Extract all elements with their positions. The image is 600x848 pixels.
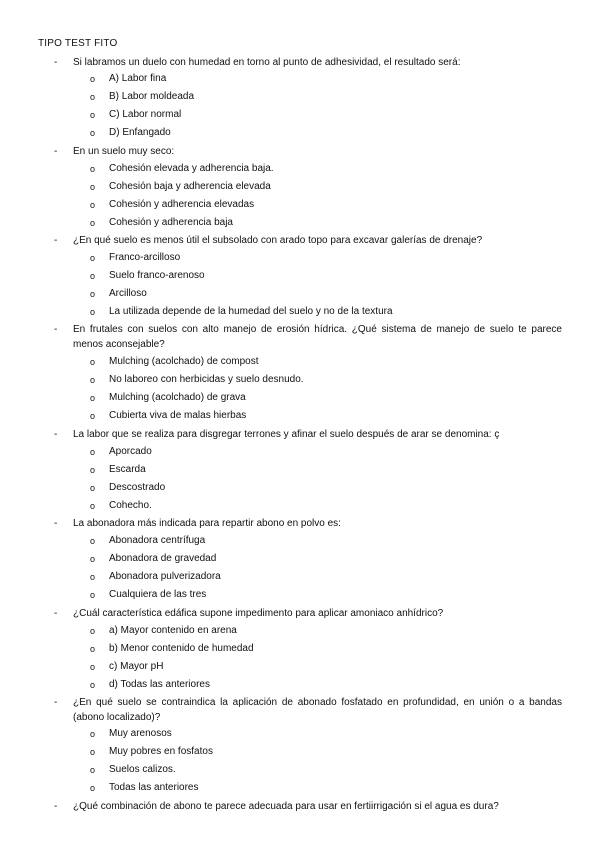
option-text: La utilizada depende de la humedad del suelo y no de la textura (109, 306, 393, 317)
bullet-marker: o (90, 164, 96, 174)
option-text: No laboreo con herbicidas y suelo desnudo. (109, 374, 304, 385)
bullet-marker: o (90, 218, 96, 228)
option-text: Mulching (acolchado) de compost (109, 356, 259, 367)
option-text: Cohecho. (109, 500, 152, 511)
bullet-marker: o (90, 411, 96, 421)
bullet-marker: o (90, 501, 96, 511)
dash-marker: - (54, 146, 58, 157)
bullet-marker: o (90, 289, 96, 299)
bullet-marker: o (90, 644, 96, 654)
bullet-marker: o (90, 393, 96, 403)
option-text: Cohesión baja y adherencia elevada (109, 181, 271, 192)
bullet-marker: o (90, 729, 96, 739)
option-text: d) Todas las anteriores (109, 679, 210, 690)
option-text: Cualquiera de las tres (109, 589, 207, 600)
option-text: Abonadora centrífuga (109, 535, 206, 546)
bullet-marker: o (90, 200, 96, 210)
option-text: Suelos calizos. (109, 764, 176, 775)
bullet-marker: o (90, 357, 96, 367)
bullet-marker: o (90, 554, 96, 564)
option-text: Descostrado (109, 482, 166, 493)
bullet-marker: o (90, 447, 96, 457)
option-text: B) Labor moldeada (109, 91, 195, 102)
option-text: a) Mayor contenido en arena (109, 625, 237, 636)
dash-marker: - (54, 608, 58, 619)
question-text: ¿Qué combinación de abono te parece adecuada para usar en fertiirrigación si el agua es dura? (73, 801, 499, 812)
question-text: ¿En qué suelo es menos útil el subsolado con arado topo para excavar galerías de drenaje? (73, 235, 483, 246)
question-text: ¿En qué suelo se contraindica la aplicación de abonado fosfatado en profundidad, en unión o a bandas (abono localizado)? (73, 697, 562, 723)
bullet-marker: o (90, 110, 96, 120)
bullet-marker: o (90, 747, 96, 757)
option-text: Cubierta viva de malas hierbas (109, 410, 247, 421)
dash-marker: - (54, 324, 58, 335)
option-text: Suelo franco-arenoso (109, 270, 205, 281)
option-text: c) Mayor pH (109, 661, 164, 672)
bullet-marker: o (90, 375, 96, 385)
option-text: Aporcado (109, 446, 152, 457)
dash-marker: - (54, 235, 58, 246)
option-text: Muy arenosos (109, 728, 172, 739)
question-text: En un suelo muy seco: (73, 146, 175, 157)
option-text: Franco-arcilloso (109, 252, 181, 263)
dash-marker: - (54, 518, 58, 529)
dash-marker: - (54, 801, 58, 812)
bullet-marker: o (90, 92, 96, 102)
bullet-marker: o (90, 662, 96, 672)
option-text: Escarda (109, 464, 146, 475)
option-text: A) Labor fina (109, 73, 167, 84)
bullet-marker: o (90, 182, 96, 192)
bullet-marker: o (90, 253, 96, 263)
bullet-marker: o (90, 307, 96, 317)
bullet-marker: o (90, 680, 96, 690)
option-text: D) Enfangado (109, 127, 171, 138)
option-text: Mulching (acolchado) de grava (109, 392, 246, 403)
question-text: Si labramos un duelo con humedad en torno al punto de adhesividad, el resultado será: (73, 57, 461, 68)
question-text: La labor que se realiza para disgregar terrones y afinar el suelo después de arar se denomina: ç (73, 429, 500, 440)
option-text: Arcilloso (109, 288, 147, 299)
option-text: b) Menor contenido de humedad (109, 643, 254, 654)
question-text: La abonadora más indicada para repartir abono en polvo es: (73, 518, 341, 529)
document-title: TIPO TEST FITO (38, 38, 118, 49)
option-text: Todas las anteriores (109, 782, 199, 793)
bullet-marker: o (90, 626, 96, 636)
bullet-marker: o (90, 765, 96, 775)
option-text: C) Labor normal (109, 109, 182, 120)
dash-marker: - (54, 57, 58, 68)
option-text: Abonadora pulverizadora (109, 571, 221, 582)
option-text: Muy pobres en fosfatos (109, 746, 213, 757)
bullet-marker: o (90, 483, 96, 493)
option-text: Cohesión y adherencia baja (109, 217, 233, 228)
question-text: En frutales con suelos con alto manejo de erosión hídrica. ¿Qué sistema de manejo de suelo te parece menos aconsejable? (73, 324, 562, 350)
bullet-marker: o (90, 572, 96, 582)
option-text: Cohesión y adherencia elevadas (109, 199, 255, 210)
dash-marker: - (54, 697, 58, 708)
bullet-marker: o (90, 536, 96, 546)
bullet-marker: o (90, 128, 96, 138)
bullet-marker: o (90, 465, 96, 475)
bullet-marker: o (90, 271, 96, 281)
dash-marker: - (54, 429, 58, 440)
option-text: Cohesión elevada y adherencia baja. (109, 163, 274, 174)
bullet-marker: o (90, 590, 96, 600)
bullet-marker: o (90, 74, 96, 84)
option-text: Abonadora de gravedad (109, 553, 217, 564)
question-text: ¿Cuál característica edáfica supone impedimento para aplicar amoniaco anhídrico? (73, 608, 444, 619)
bullet-marker: o (90, 783, 96, 793)
